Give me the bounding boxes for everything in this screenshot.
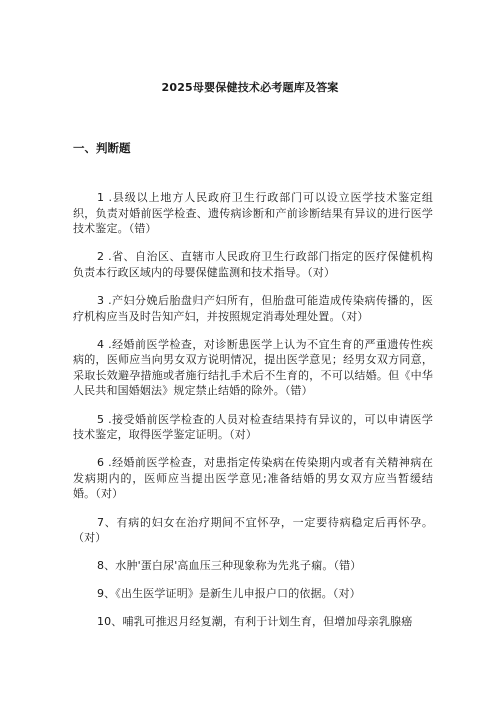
question-item-3: 3 .产妇分娩后胎盘归产妇所有，但胎盘可能造成传染病传播的，医疗机构应当及时告知产妇，并按照规定消毒处理处置。（对） <box>73 293 433 323</box>
question-item-7: 7、有病的妇女在治疗期间不宜怀孕，一定要待病稳定后再怀孕。（对） <box>73 515 433 545</box>
document-title: 2025母婴保健技术必考题库及答案 <box>161 81 339 94</box>
question-list <box>73 190 433 642</box>
question-item-9: 9、《出生医学证明》是新生儿申报户口的依据。（对） <box>97 587 361 601</box>
question-item-8: 8、水肿'蛋白尿'高血压三种现象称为先兆子痫。（错） <box>97 559 362 573</box>
question-item-4: 4 .经婚前医学检查，对诊断患医学上认为不宜生育的严重遗传性疾病的，医师应当向男女双方说明情况，提出医学意见；经男女双方同意，采取长效避孕措施或者施行结扎手术后不生育的，不可以结婚。但《中华人民共和国婚姻法》规定禁止结婚的除外。（错） <box>73 337 433 398</box>
section-heading: 一、判断题 <box>73 141 131 155</box>
question-item-5: 5 .接受婚前医学检查的人员对检查结果持有异议的，可以申请医学技术鉴定，取得医学鉴定证明。（对） <box>73 412 433 442</box>
question-item-6: 6 .经婚前医学检查，对患指定传染病在传染期内或者有关精神病在发病期内的，医师应当提出医学意见;准备结婚的男女双方应当暂缓结婚。（对） <box>73 456 433 501</box>
question-item-1: 1 .县级以上地方人民政府卫生行政部门可以设立医学技术鉴定组织，负责对婚前医学检查、遗传病诊断和产前诊断结果有异议的进行医学技术鉴定。（错） <box>73 191 433 236</box>
question-item-10: 10、哺乳可推迟月经复潮，有利于计划生育，但增加母亲乳腺癌 <box>97 615 413 629</box>
question-item-2: 2 .省、自治区、直辖市人民政府卫生行政部门指定的医疗保健机构负责本行政区域内的母婴保健监测和技术指导。（对） <box>73 250 433 279</box>
